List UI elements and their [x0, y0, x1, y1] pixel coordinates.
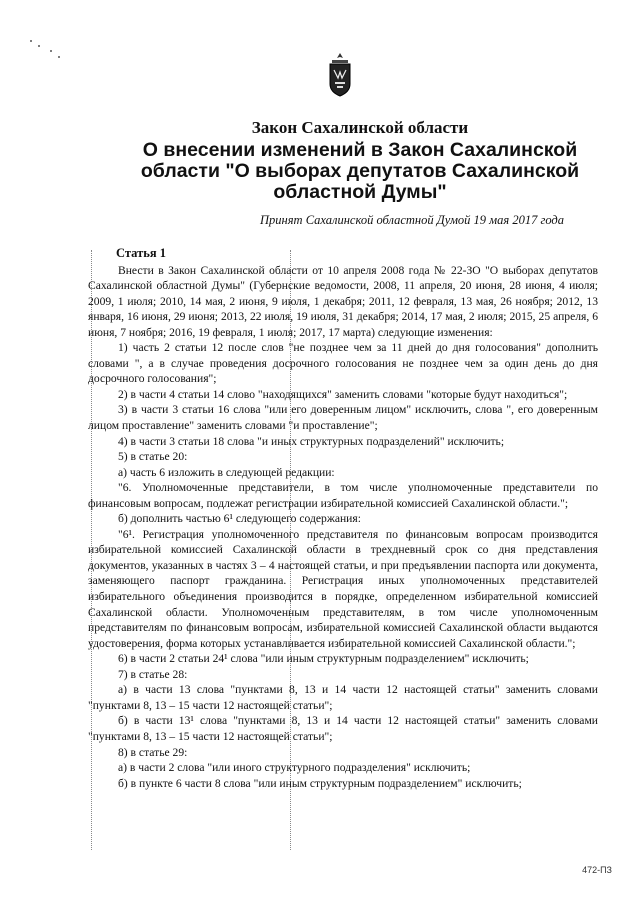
paragraph: "6. Уполномоченные представители, в том числе уполномоченные представители по финансовым вопросам, подлежат регистрации избирательной комиссией Сахалинской области."; — [88, 481, 598, 510]
scan-specks — [28, 36, 68, 66]
paragraph: б) в части 13¹ слова "пунктами 8, 13 и 14 части 12 настоящей статьи" заменить словами "пунктами 8, 13 – 15 части 12 настоящей статьи"; — [88, 714, 598, 743]
paragraph: 1) часть 2 статьи 12 после слов "не позднее чем за 11 дней до дня голосования" дополнить словами ", а в случае проведения досрочного голосования не позднее чем за один день до дня досрочного голосования"; — [88, 341, 598, 386]
adoption-note: Принят Сахалинской областной Думой 19 мая 2017 года — [260, 213, 564, 227]
law-name: Закон Сахалинской области — [251, 118, 469, 137]
paragraph: б) в пункте 6 части 8 слова "или иным структурным подразделением" исключить; — [118, 776, 522, 790]
paragraph: 6) в части 2 статьи 24¹ слова "или иным структурным подразделением" исключить; — [118, 652, 529, 666]
paragraph: а) в части 2 слова "или иного структурного подразделения" исключить; — [118, 761, 471, 775]
paragraph: 2) в части 4 статьи 14 слово "находящихся" заменить словами "которые будут находиться"; — [118, 387, 568, 401]
law-title-line: областной Думы" — [273, 181, 447, 203]
paragraph: 4) в части 3 статьи 18 слова "и иных структурных подразделений" исключить; — [118, 434, 505, 448]
paragraph: "6¹. Регистрация уполномоченного представителя по финансовым вопросам производится избирательной комиссией Сахалинской области в трехдневный срок со дня представления документов, указанных в частях 3 – 4 настоящей статьи, и при предъявлении паспорта или документа, заменяющего паспорт гражданина. Регистрация иных уполномоченных представителей избирательного объединения производится в порядке, определенном избирательной комиссией Сахалинской области. Уполномоченным представителям, в том числе уполномоченным представителям по финансовым вопросам, избирательной комиссией Сахалинской области выдаются удостоверения, форма которых устанавливается избирательной комиссией Сахалинской области."; — [88, 527, 598, 650]
law-title-line: области "О выборах депутатов Сахалинской — [140, 160, 580, 182]
page-code: 472-ПЗ — [582, 865, 612, 875]
paragraph: а) часть 6 изложить в следующей редакции: — [118, 465, 335, 479]
coat-of-arms-icon — [326, 52, 354, 98]
article-body — [88, 246, 598, 791]
article-heading: Статья 1 — [116, 246, 166, 260]
paragraph: 3) в части 3 статьи 16 слова "или его доверенным лицом" исключить, слова ", его доверенным лицом проставление" заменить словами "и проставление"; — [88, 403, 598, 433]
law-title-block — [110, 118, 610, 203]
paragraph: 8) в статье 29: — [118, 745, 188, 759]
law-title-line: О внесении изменений в Закон Сахалинской — [142, 139, 578, 161]
paragraph: 7) в статье 28: — [118, 667, 188, 681]
paragraph: 5) в статье 20: — [118, 450, 188, 464]
paragraph: а) в части 13 слова "пунктами 8, 13 и 14 части 12 настоящей статьи" заменить словами "пунктами 8, 13 – 15 части 12 настоящей статьи"; — [88, 683, 598, 712]
paragraph: б) дополнить частью 6¹ следующего содержания: — [118, 512, 361, 526]
paragraph: Внести в Закон Сахалинской области от 10 апреля 2008 года № 22-ЗО "О выборах депутатов Сахалинской областной Думы" (Губернские ведомости, 2008, 11 апреля, 20 июня, 28 июня, 4 июля; 2009, 1 июля; 2010, 14 мая, 2 июня, 9 июля, 1 декабря; 2011, 12 февраля, 13 мая, 26 ноября; 2012, 13 января, 16 июня, 29 июня; 2013, 22 июля, 19 июля, 31 декабря; 2014, 17 мая, 2 июля; 2015, 25 апреля, 6 июня, 7 ноября; 2016, 19 февраля, 1 июля; 2017, 17 марта) следующие изменения: — [88, 263, 598, 339]
